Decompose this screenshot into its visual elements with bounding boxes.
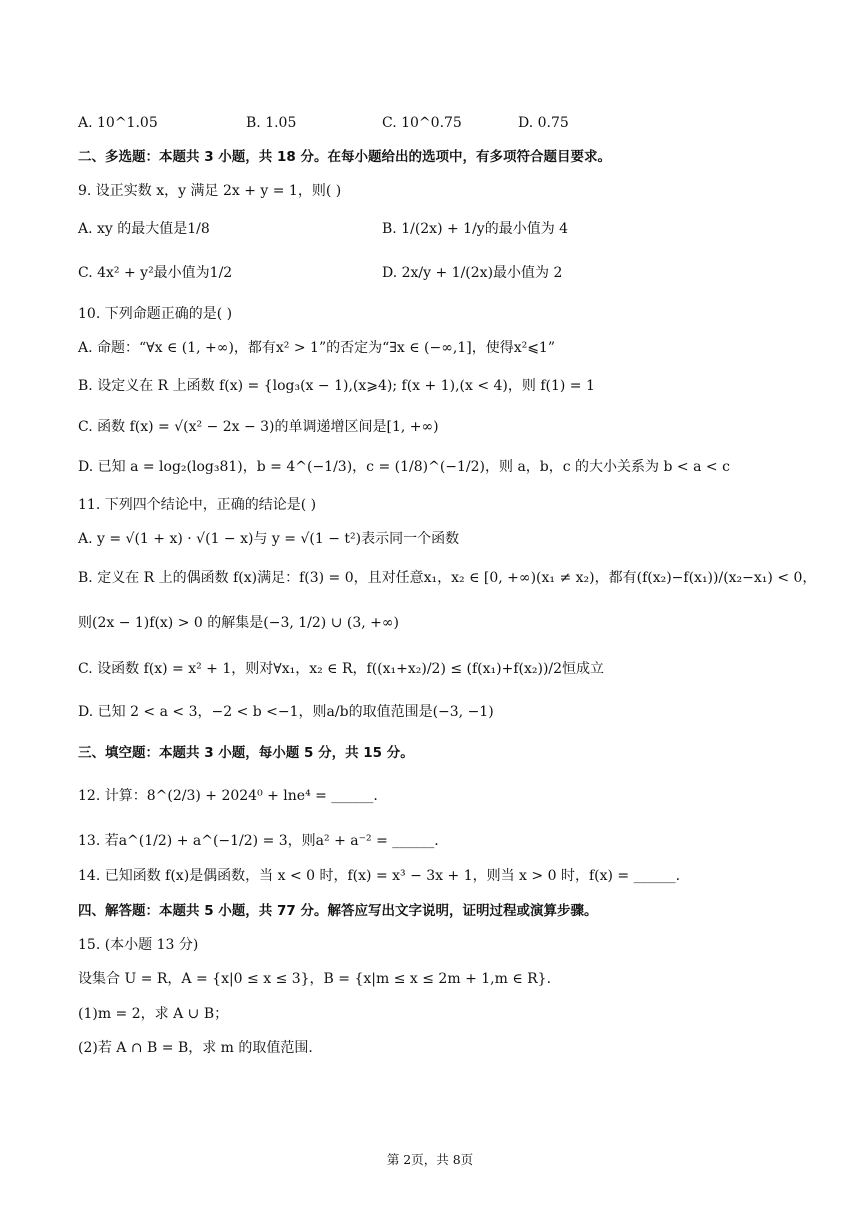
q15-title: 15. (本小题 13 分) [78,937,199,953]
section-multiple-choice-heading: 二、多选题：本题共 3 小题，共 18 分。在每小题给出的选项中，有多项符合题目要求。 [78,149,611,165]
q10-stem: 10. 下列命题正确的是( ) [78,306,233,322]
q13: 13. 若a^(1/2) + a^(−1/2) = 3，则a² + a⁻² = ______. [78,833,439,849]
q9-stem: 9. 设正实数 x，y 满足 2x + y = 1，则( ) [78,183,342,199]
q11-stem: 11. 下列四个结论中，正确的结论是( ) [78,497,317,513]
q11-option-b-line1: B. 定义在 R 上的偶函数 f(x)满足：f(3) = 0，且对任意x₁，x₂ ∈ [0, +∞)(x₁ ≠ x₂)，都有(f(x₂)−f(x₁))/(x₂−x₁) < 0， [78,570,817,586]
q15-setup: 设集合 U = R，A = {x|0 ≤ x ≤ 3}，B = {x|m ≤ x ≤ 2m + 1,m ∈ R}. [78,971,552,987]
q8-option-b: B. 1.05 [246,115,297,131]
q9-option-d: D. 2x/y + 1/(2x)最小值为 2 [382,265,563,281]
q10-option-d: D. 已知 a = log₂(log₃81)，b = 4^(−1/3)，c = (1/8)^(−1/2)，则 a，b，c 的大小关系为 b < a < c [78,459,730,475]
q15-part2: (2)若 A ∩ B = B，求 m 的取值范围. [78,1040,313,1056]
q9-option-b: B. 1/(2x) + 1/y的最小值为 4 [382,221,569,237]
section-fill-in-heading: 三、填空题：本题共 3 小题，每小题 5 分，共 15 分。 [78,745,414,761]
q9-option-a: A. xy 的最大值是1/8 [78,221,210,237]
section-answer-heading: 四、解答题：本题共 5 小题，共 77 分。解答应写出文字说明，证明过程或演算步骤。 [78,903,598,919]
q8-option-a: A. 10^1.05 [78,115,158,131]
q11-option-b-line2: 则(2x − 1)f(x) > 0 的解集是(−3, 1/2) ∪ (3, +∞) [78,615,400,631]
q11-option-a: A. y = √(1 + x) · √(1 − x)与 y = √(1 − t²)表示同一个函数 [78,531,460,547]
q8-option-c: C. 10^0.75 [382,115,462,131]
q9-option-c: C. 4x² + y²最小值为1/2 [78,265,233,281]
q14: 14. 已知函数 f(x)是偶函数，当 x < 0 时，f(x) = x³ − 3x + 1，则当 x > 0 时，f(x) = ______. [78,868,681,884]
q11-option-d: D. 已知 2 < a < 3，−2 < b <−1，则a/b的取值范围是(−3, −1) [78,704,494,720]
q8-option-d: D. 0.75 [518,115,569,131]
q11-option-c: C. 设函数 f(x) = x² + 1，则对∀x₁，x₂ ∈ R，f((x₁+x₂)/2) ≤ (f(x₁)+f(x₂))/2恒成立 [78,661,605,677]
page-footer: 第 2页，共 8页 [386,1152,474,1167]
q15-part1: (1)m = 2，求 A ∪ B； [78,1006,229,1022]
q12: 12. 计算：8^(2/3) + 2024⁰ + lne⁴ = ______. [78,788,378,804]
q10-option-a: A. 命题：“∀x ∈ (1, +∞)，都有x² > 1”的否定为“∃x ∈ (−∞,1]，使得x²⩽1” [78,340,555,356]
q10-option-b: B. 设定义在 R 上函数 f(x) = {log₃(x − 1),(x⩾4); f(x + 1),(x < 4)，则 f(1) = 1 [78,378,595,394]
q10-option-c: C. 函数 f(x) = √(x² − 2x − 3)的单调递增区间是[1, +∞) [78,419,439,435]
